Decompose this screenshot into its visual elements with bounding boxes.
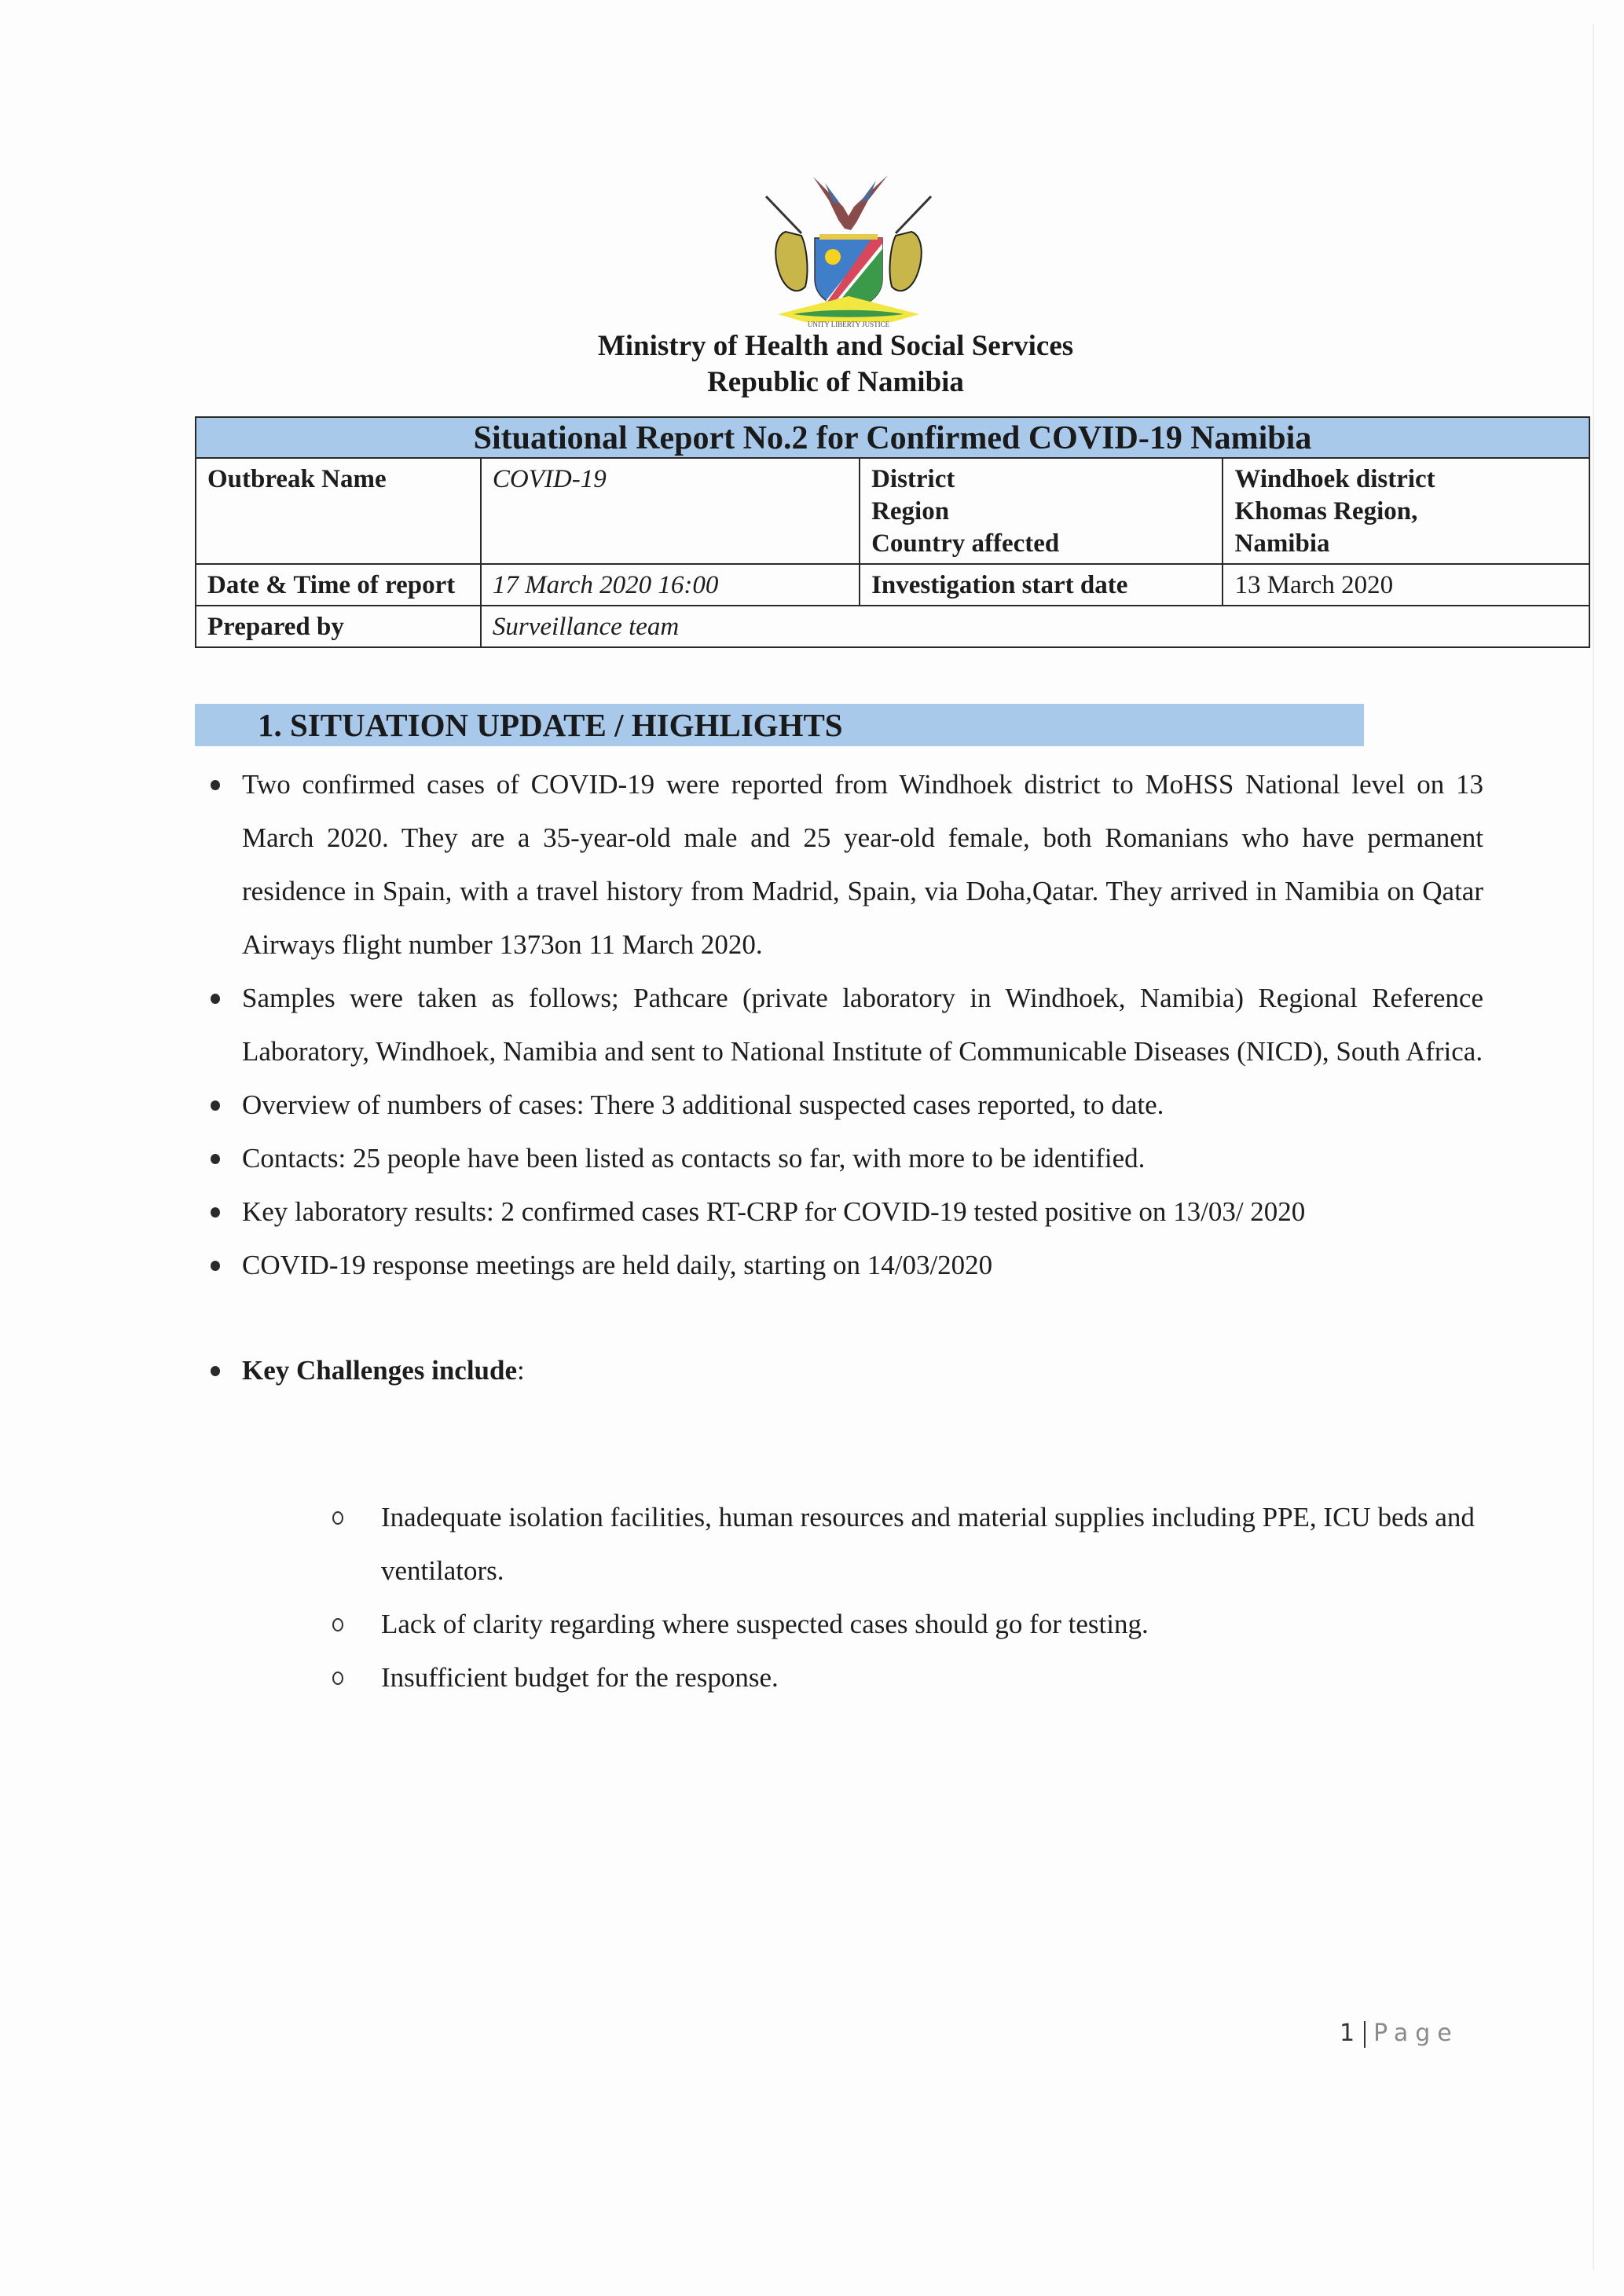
oryx-left-horn <box>766 196 801 233</box>
crest-motto: UNITY LIBERTY JUSTICE <box>807 320 890 328</box>
report-datetime-label: Date & Time of report <box>196 564 481 606</box>
list-item <box>195 1132 1483 1185</box>
region-label: Region <box>871 497 950 525</box>
table-title-row <box>196 417 1589 458</box>
hollow-bullet-icon <box>332 1511 343 1525</box>
report-info-table <box>195 416 1590 648</box>
list-item <box>195 1185 1483 1239</box>
key-challenges-label: Key Challenges include <box>242 1355 518 1386</box>
coat-of-arms-icon <box>750 161 947 330</box>
list-item <box>195 1078 1483 1132</box>
table-row <box>196 606 1589 647</box>
section-heading-text: 1. SITUATION UPDATE / HIGHLIGHTS <box>258 707 843 743</box>
region-value: Khomas Region, <box>1234 497 1418 525</box>
challenge-text: Lack of clarity regarding where suspected cases should go for testing. <box>381 1609 1149 1639</box>
bullet-icon <box>211 780 220 790</box>
list-item-key-challenges <box>195 1344 1483 1397</box>
challenge-item <box>318 1598 1485 1651</box>
outbreak-name-value: COVID-19 <box>481 458 860 564</box>
list-item-text: Contacts: 25 people have been listed as contacts so far, with more to be identified. <box>242 1143 1146 1174</box>
hollow-bullet-icon <box>332 1618 343 1631</box>
list-item-text: COVID-19 response meetings are held daily, starting on 14/03/2020 <box>242 1250 993 1280</box>
challenges-list <box>318 1491 1485 1705</box>
list-item <box>195 972 1483 1078</box>
report-title: Situational Report No.2 for Confirmed COVID-19 Namibia <box>196 417 1589 458</box>
list-item-text: Overview of numbers of cases: There 3 additional suspected cases reported, to date. <box>242 1089 1164 1120</box>
bullet-icon <box>211 1154 220 1164</box>
country-value: Namibia <box>1234 529 1330 558</box>
country-label: Country affected <box>871 529 1060 558</box>
location-labels <box>860 458 1223 564</box>
challenge-item <box>318 1651 1485 1705</box>
list-item-text: Samples were taken as follows; Pathcare (private laboratory in Windhoek, Namibia) Regional Reference Laboratory, Windhoek, Namibia and sent to National Institute of Communicable Diseases (NICD), South Africa. <box>242 983 1483 1067</box>
bullet-icon <box>211 1261 220 1271</box>
list-item-text: Two confirmed cases of COVID-19 were reported from Windhoek district to MoHSS National level on 13 March 2020. They are a 35-year-old male and 25 year-old female, both Romanians who have permanent residence in Spain, with a travel history from Madrid, Spain, via Doha,Qatar. They arrived in Namibia on Qatar Airways flight number 1373on 11 March 2020. <box>242 769 1483 960</box>
eagle-shape <box>813 175 888 230</box>
hollow-bullet-icon <box>332 1672 343 1685</box>
investigation-start-label: Investigation start date <box>860 564 1223 606</box>
headband <box>819 234 878 240</box>
page-number: 1 <box>1340 2020 1355 2047</box>
eagle-wing-tips <box>825 181 876 204</box>
challenge-item <box>318 1491 1485 1598</box>
report-datetime-value: 17 March 2020 16:00 <box>481 564 860 606</box>
page-word: Page <box>1373 2020 1459 2047</box>
sun-icon <box>825 249 841 265</box>
bullet-icon <box>211 1100 220 1111</box>
coat-of-arms-graphic <box>750 161 947 330</box>
prepared-by-label: Prepared by <box>196 606 481 647</box>
list-item <box>195 1239 1483 1292</box>
table-row <box>196 564 1589 606</box>
ministry-name: Ministry of Health and Social Services <box>597 330 1074 362</box>
prepared-by-value: Surveillance team <box>481 606 1589 647</box>
oryx-left-shape <box>775 232 807 291</box>
oryx-right-horn <box>896 196 931 233</box>
bullet-icon <box>211 994 220 1004</box>
page-footer <box>1340 2020 1459 2048</box>
district-value: Windhoek district <box>1234 465 1435 493</box>
outbreak-name-label: Outbreak Name <box>196 458 481 564</box>
district-label: District <box>871 465 955 493</box>
table-row <box>196 458 1589 564</box>
challenge-text: Inadequate isolation facilities, human resources and material supplies including PPE, ICU beds and ventilators. <box>381 1502 1475 1586</box>
page-separator <box>1364 2021 1366 2048</box>
investigation-start-value: 13 March 2020 <box>1223 564 1589 606</box>
challenge-text: Insufficient budget for the response. <box>381 1662 779 1693</box>
location-values <box>1223 458 1589 564</box>
section-heading <box>195 704 1364 746</box>
bullet-icon <box>211 1366 220 1376</box>
key-challenges-colon: : <box>517 1355 525 1386</box>
republic-name: Republic of Namibia <box>707 366 964 398</box>
bullet-icon <box>211 1207 220 1218</box>
oryx-right-shape <box>890 232 922 291</box>
list-item-text: Key laboratory results: 2 confirmed cases RT-CRP for COVID-19 tested positive on 13/03/ 2020 <box>242 1196 1306 1227</box>
dune-base <box>778 296 919 322</box>
document-header <box>0 328 1624 401</box>
list-item <box>195 758 1483 972</box>
highlights-list <box>195 758 1483 1397</box>
